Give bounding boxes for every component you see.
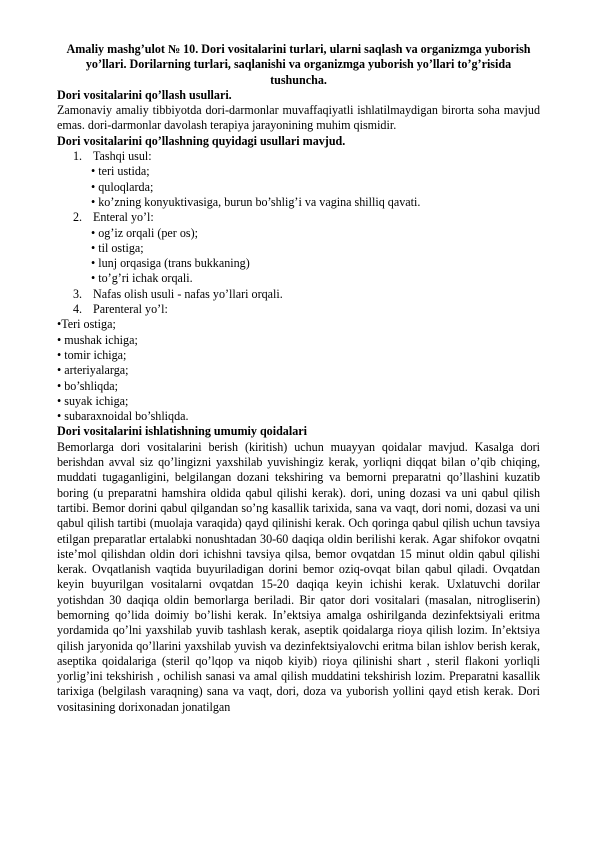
methods-list bbox=[57, 149, 540, 317]
parenteral-item: •Teri ostiga; bbox=[57, 317, 116, 332]
method-number: 1. bbox=[73, 149, 83, 164]
parenteral-list bbox=[57, 317, 540, 424]
method-item bbox=[57, 210, 540, 286]
methods-subheading: Dori vositalarini qo’llashning quyidagi usullari mavjud. bbox=[57, 133, 346, 148]
parenteral-item: • arteriyalarga; bbox=[57, 363, 129, 378]
method-number: 2. bbox=[73, 210, 83, 225]
method-number: 4. bbox=[73, 302, 83, 317]
method-item bbox=[57, 287, 540, 302]
method-label: Tashqi usul: bbox=[93, 149, 152, 164]
parenteral-item: • subaraxnoidal bo’shliqda. bbox=[57, 409, 189, 424]
sublist-item: • quloqlarda; bbox=[91, 179, 154, 194]
method-number: 3. bbox=[73, 286, 83, 301]
parenteral-item: • tomir ichiga; bbox=[57, 347, 127, 362]
sublist-item: • og’iz orqali (per os); bbox=[91, 225, 198, 240]
sublist-item: • lunj orqasiga (trans bukkaning) bbox=[91, 256, 250, 271]
sublist-item: • to’g’ri ichak orqali. bbox=[91, 271, 193, 286]
method-label: Nafas olish usuli - nafas yo’llari orqali. bbox=[93, 286, 283, 301]
parenteral-item: • mushak ichiga; bbox=[57, 332, 138, 347]
method-label: Parenteral yo’l: bbox=[93, 302, 168, 317]
section-heading-rules: Dori vositalarini ishlatishning umumiy qoidalari bbox=[57, 424, 307, 439]
intro-paragraph: Zamonaviy amaliy tibbiyotda dori-darmonlar muvaffaqiyatli ishlatilmaydigan birorta soha mavjud emas. dori-darmonlar davolash terapiya jarayonining muhim qismidir. bbox=[57, 103, 540, 133]
parenteral-item: • suyak ichiga; bbox=[57, 393, 129, 408]
sublist-item: • ko’zning konyuktivasiga, burun bo’shlig’i va vagina shilliq qavati. bbox=[91, 194, 421, 209]
method-label: Enteral yo’l: bbox=[93, 210, 154, 225]
method-item bbox=[57, 302, 540, 317]
method-sublist bbox=[57, 164, 540, 210]
method-item bbox=[57, 149, 540, 210]
method-sublist bbox=[57, 226, 540, 287]
sublist-item: • til ostiga; bbox=[91, 240, 144, 255]
sublist-item: • teri ustida; bbox=[91, 164, 150, 179]
section-heading-usage: Dori vositalarini qo’llash usullari. bbox=[57, 87, 232, 102]
page-title: Amaliy mashg’ulot № 10. Dori vositalarini turlari, ularni saqlash va organizmga yuborish yo’llari. Dorilarning turlari, saqlanishi va organizmga yuborish yo’llari to’g’risida tushuncha. bbox=[66, 42, 531, 87]
document-page bbox=[57, 42, 540, 715]
rules-paragraph: Bemorlarga dori vositalarini berish (kiritish) uchun muayyan qoidalar mavjud. Kasalga dori berishdan avval siz qo’lingizni yaxshilab yuvishingiz kerak, yorliqni diqqat bilan o’qib chiqing, muddati tugaganligini, belgilangan dozani tekshiring va bemorni preparatni qo’llashini kuzatib boring (u preparatni hamshira oldida qabul qilishi kerak). dori, uning dozasi va uni qabul qilish tartibi. Bemor dorini qabul qilgandan so’ng kasallik tarixida, sana va vaqt, dori nomi, dozasi va uni qabul qilish tartibi (muolaja varaqida) qayd qilinishi kerak. Och qoringa qabul qilish uchun tavsiya etilgan preparatlar ertalabki nonushtadan 30-60 daqiqa oldin berilishi kerak. Agar shifokor ovqatni iste’mol qilishdan oldin dori ichishni tavsiya qilsa, bemor ovqatdan 15 minut oldin qabul qilishi kerak. Ovqatlanish vaqtida buyuriladigan dorini bemor oziq-ovqat bilan qabul qiladi. Ovqatdan keyin buyurilgan vositalarni ovqatdan 15-20 daqiqa keyin ichishi kerak. Uxlatuvchi dorilar yotishdan 30 daqiqa oldin bemorlarga beriladi. Bir qator dori vositalari (masalan, nitrogliserin) bemorning qo’lida doimiy bo’lishi kerak. In’ektsiya amalga oshirilganda dezinfektsiyali eritma yordamida qo’lni yaxshilab yuvib tashlash kerak, aseptik qoidalarga rioya qilish lozim. In’ektsiya qilish jaryonida qo’llarini yaxshilab yuvish va dezinfektsiyalovchi eritma bilan ishlov berish kerak, aseptika qoidalariga (steril qo’lqop va niqob kiyib) rioya qilinishi shart , steril flakoni yorliqli yorlig’ini tekshirish , ochilish sanasi va amal qilish muddatini tekshirish lozim. Preparatni kasallik tarixiga (belgilash varaqning) sana va vaqt, dori, doza va yuborish yollini qayd etish kerak. Dori vositasining dorixonadan jonatilgan bbox=[57, 439, 540, 714]
parenteral-item: • bo’shliqda; bbox=[57, 378, 119, 393]
